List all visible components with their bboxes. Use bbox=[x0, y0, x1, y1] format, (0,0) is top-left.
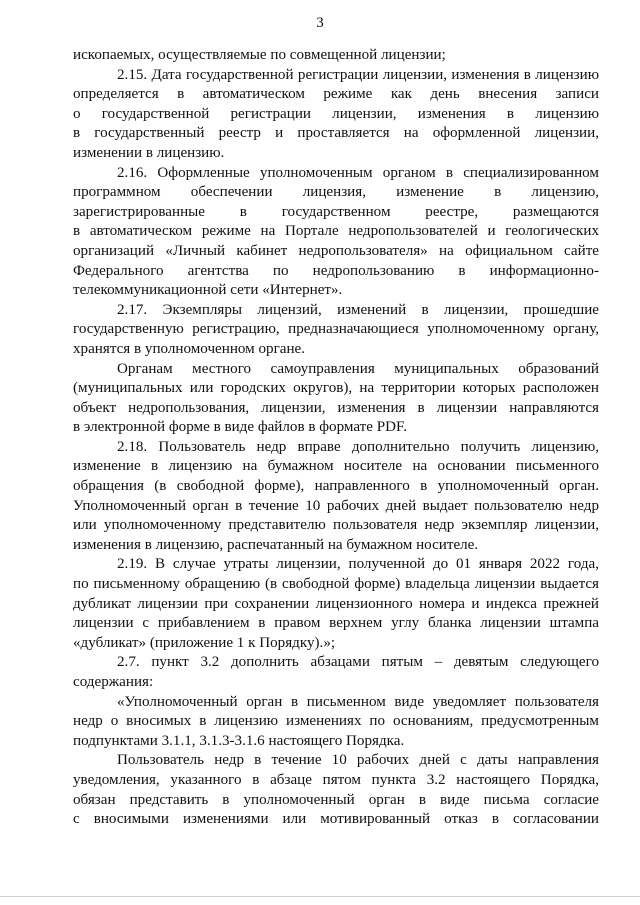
paragraph-2-19 bbox=[73, 555, 599, 653]
text-line: изменения в лицензию, распечатанный на бумажном носителе. bbox=[73, 536, 479, 553]
text-line: телекоммуникационной сети «Интернет». bbox=[73, 282, 343, 299]
text-line: Пользователь недр в течение 10 рабочих дней с даты направления bbox=[117, 752, 599, 769]
text-line: в государственный реестр и проставляется на оформленной лицензии, bbox=[73, 125, 599, 142]
text-line: 2.16. Оформленные уполномоченным органом в специализированном bbox=[117, 164, 599, 181]
text-line: о государственной регистрации лицензии, изменения в лицензию bbox=[73, 105, 599, 122]
text-line: 2.7. пункт 3.2 дополнить абзацами пятым – девятым следующего bbox=[117, 654, 599, 671]
text-line: (муниципальных или городских округов), на территории которых расположен bbox=[73, 380, 599, 397]
text-line: изменение в лицензию на бумажном носителе на основании письменного bbox=[73, 458, 599, 475]
text-line: обращения (в свободной форме), направленного в уполномоченный орган. bbox=[73, 478, 599, 495]
text-line: с вносимыми изменениями или мотивированный отказ в согласовании bbox=[73, 811, 599, 828]
text-line: 2.18. Пользователь недр вправе дополнительно получить лицензию, bbox=[117, 438, 599, 455]
paragraph-2-16 bbox=[73, 164, 599, 301]
text-line: недр о вносимых в лицензию изменениях по основаниям, предусмотренным bbox=[73, 713, 599, 730]
text-line: объект недропользования, лицензии, изменения в лицензии направляются bbox=[73, 399, 599, 416]
text-line: в автоматическом режиме на Портале недропользователей и геологических bbox=[73, 223, 599, 240]
paragraph-2-7 bbox=[73, 653, 599, 692]
text-line: подпунктами 3.1.1, 3.1.3-3.1.6 настоящего Порядка. bbox=[73, 732, 405, 749]
paragraph-continuation bbox=[73, 46, 599, 66]
text-line: или уполномоченному представителю пользователя недр экземпляр лицензии, bbox=[73, 517, 599, 534]
text-line: по письменному обращению (в свободной форме) владельца лицензии выдается bbox=[73, 576, 599, 593]
paragraph-quoted-notice bbox=[73, 693, 599, 752]
text-line: уведомления, указанного в абзаце пятом пункта 3.2 настоящего Порядка, bbox=[73, 771, 599, 788]
text-line: хранятся в уполномоченном органе. bbox=[73, 340, 306, 357]
document-body bbox=[73, 46, 599, 830]
page-bottom-edge bbox=[0, 896, 640, 897]
paragraph-2-18 bbox=[73, 438, 599, 556]
text-line: ископаемых, осуществляемые по совмещенной лицензии; bbox=[73, 47, 446, 63]
paragraph-user-response bbox=[73, 751, 599, 829]
text-line: зарегистрированные в государственном реестре, размещаются bbox=[73, 203, 599, 220]
page-number: 3 bbox=[316, 15, 324, 31]
text-line: Федерального агентства по недропользованию в информационно- bbox=[73, 262, 599, 279]
text-line: Органам местного самоуправления муниципальных образований bbox=[117, 360, 599, 377]
paragraph-2-15 bbox=[73, 66, 599, 164]
text-line: в электронной форме в виде файлов в формате PDF. bbox=[73, 419, 407, 436]
text-line: 2.19. В случае утраты лицензии, полученной до 01 января 2022 года, bbox=[117, 556, 599, 573]
paragraph-municipal bbox=[73, 360, 599, 438]
paragraph-2-17 bbox=[73, 301, 599, 360]
text-line: организаций «Личный кабинет недропользователя» на официальном сайте bbox=[73, 242, 599, 259]
text-line: Уполномоченный орган в течение 10 рабочих дней выдает пользователю недр bbox=[73, 497, 599, 514]
text-line: определяется в автоматическом режиме как день внесения записи bbox=[73, 86, 599, 103]
text-line: содержания: bbox=[73, 674, 154, 690]
text-line: «дубликат» (приложение 1 к Порядку).»; bbox=[73, 634, 336, 651]
text-line: 2.17. Экземпляры лицензий, изменений в лицензии, прошедшие bbox=[117, 301, 599, 318]
text-line: изменении в лицензию. bbox=[73, 144, 225, 161]
text-line: «Уполномоченный орган в письменном виде уведомляет пользователя bbox=[117, 693, 599, 710]
text-line: 2.15. Дата государственной регистрации лицензии, изменения в лицензию bbox=[117, 66, 599, 83]
text-line: дубликат лицензии при сохранении лицензионного номера и индекса прежней bbox=[73, 595, 599, 612]
text-line: обязан представить в уполномоченный орган в виде письма согласие bbox=[73, 791, 599, 808]
text-line: программном обеспечении лицензия, изменение в лицензию, bbox=[73, 184, 599, 201]
text-line: государственную регистрацию, предназначающиеся уполномоченному органу, bbox=[73, 321, 599, 338]
text-line: лицензии с прибавлением в правом верхнем углу бланка лицензии штампа bbox=[73, 615, 599, 632]
